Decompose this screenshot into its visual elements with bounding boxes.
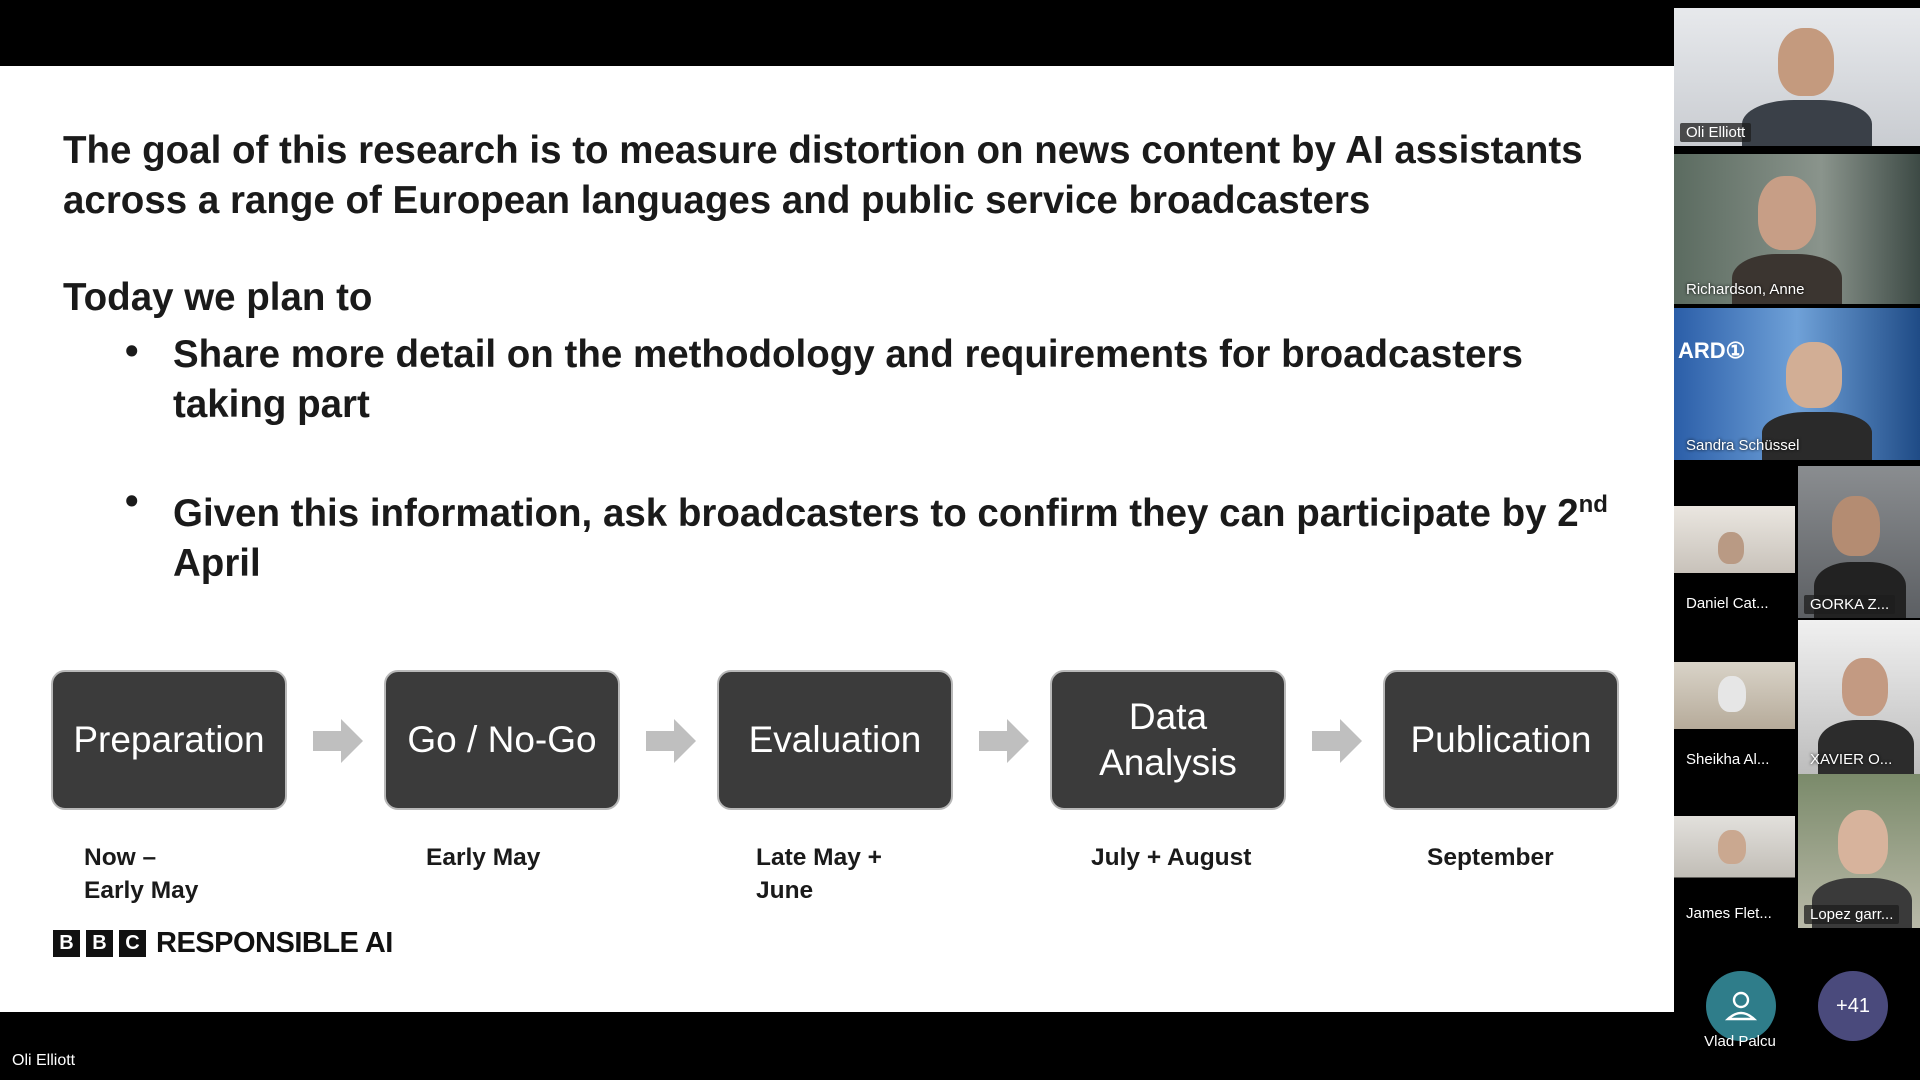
user-icon <box>1724 989 1758 1023</box>
video-tile[interactable] <box>1674 816 1795 928</box>
video-tile[interactable] <box>1798 774 1920 928</box>
video-tile[interactable] <box>1674 662 1795 774</box>
stage-date: Early May <box>426 844 541 871</box>
participant-name: Lopez garr... <box>1804 905 1899 924</box>
top-bar <box>0 0 1674 66</box>
video-tile[interactable] <box>1798 466 1920 618</box>
bottom-bar <box>0 1012 1674 1080</box>
video-tile[interactable] <box>1798 620 1920 774</box>
arrow-right-icon <box>979 719 1029 763</box>
bullet-text <box>173 480 1613 589</box>
participant-name: Sheikha Al... <box>1686 751 1770 768</box>
channel-logo: ARD① <box>1678 338 1746 363</box>
stage-publication <box>1383 670 1619 810</box>
participant-avatar[interactable] <box>1706 971 1776 1041</box>
stage-preparation <box>51 670 287 810</box>
video-tile[interactable] <box>1674 506 1795 618</box>
stage-date: July + August <box>1091 844 1252 871</box>
stage-label: Preparation <box>73 719 265 760</box>
shared-slide <box>0 66 1674 1012</box>
participant-name: Richardson, Anne <box>1686 281 1805 298</box>
participant-name: GORKA Z... <box>1804 595 1895 614</box>
bullet-marker: • <box>125 480 139 523</box>
presenter-label: Oli Elliott <box>12 1052 76 1069</box>
bullet-text: Share more detail on the methodology and requirements for broadcasters taking part <box>173 333 1523 426</box>
stage-label: Evaluation <box>748 719 922 760</box>
participant-panel <box>1674 0 1920 1080</box>
video-tile[interactable] <box>1674 8 1920 146</box>
participant-name: Vlad Palcu <box>1704 1033 1776 1050</box>
bullet-text-main: Given this information, ask broadcasters to confirm they can participate by 2 <box>173 491 1579 535</box>
stage-data-analysis <box>1050 670 1286 810</box>
stage-date: Now – Early May <box>84 844 199 904</box>
stage-date: Late May + June <box>756 844 882 904</box>
stage-evaluation <box>717 670 953 810</box>
participant-name: XAVIER O... <box>1810 751 1893 768</box>
participant-name: Oli Elliott <box>1680 123 1751 142</box>
stage-label: Data Analysis <box>1099 696 1237 783</box>
bullet-text-tail: April <box>173 541 261 585</box>
bullet-marker: • <box>125 330 139 373</box>
participant-name: James Flet... <box>1686 905 1772 922</box>
ordinal-suffix: nd <box>1578 491 1608 518</box>
video-tile[interactable] <box>1674 154 1920 304</box>
arrow-right-icon <box>313 719 363 763</box>
bbc-responsible-ai-logo: B B C RESPONSIBLE AI <box>53 927 393 960</box>
more-participants-button[interactable]: +41 <box>1818 971 1888 1041</box>
participant-name: Daniel Cat... <box>1686 595 1769 612</box>
arrow-right-icon <box>1312 719 1362 763</box>
stage-date: September <box>1427 844 1554 871</box>
today-heading: Today we plan to <box>63 276 373 319</box>
participant-name: Sandra Schüssel <box>1686 437 1800 454</box>
stage-go-no-go <box>384 670 620 810</box>
video-tile[interactable] <box>1674 308 1920 460</box>
stage-label: Publication <box>1410 719 1592 760</box>
stage-label: Go / No-Go <box>407 719 597 760</box>
goal-text: The goal of this research is to measure distortion on news content by AI assistants across a range of European languages and public service broadcasters <box>63 129 1583 222</box>
arrow-right-icon <box>646 719 696 763</box>
